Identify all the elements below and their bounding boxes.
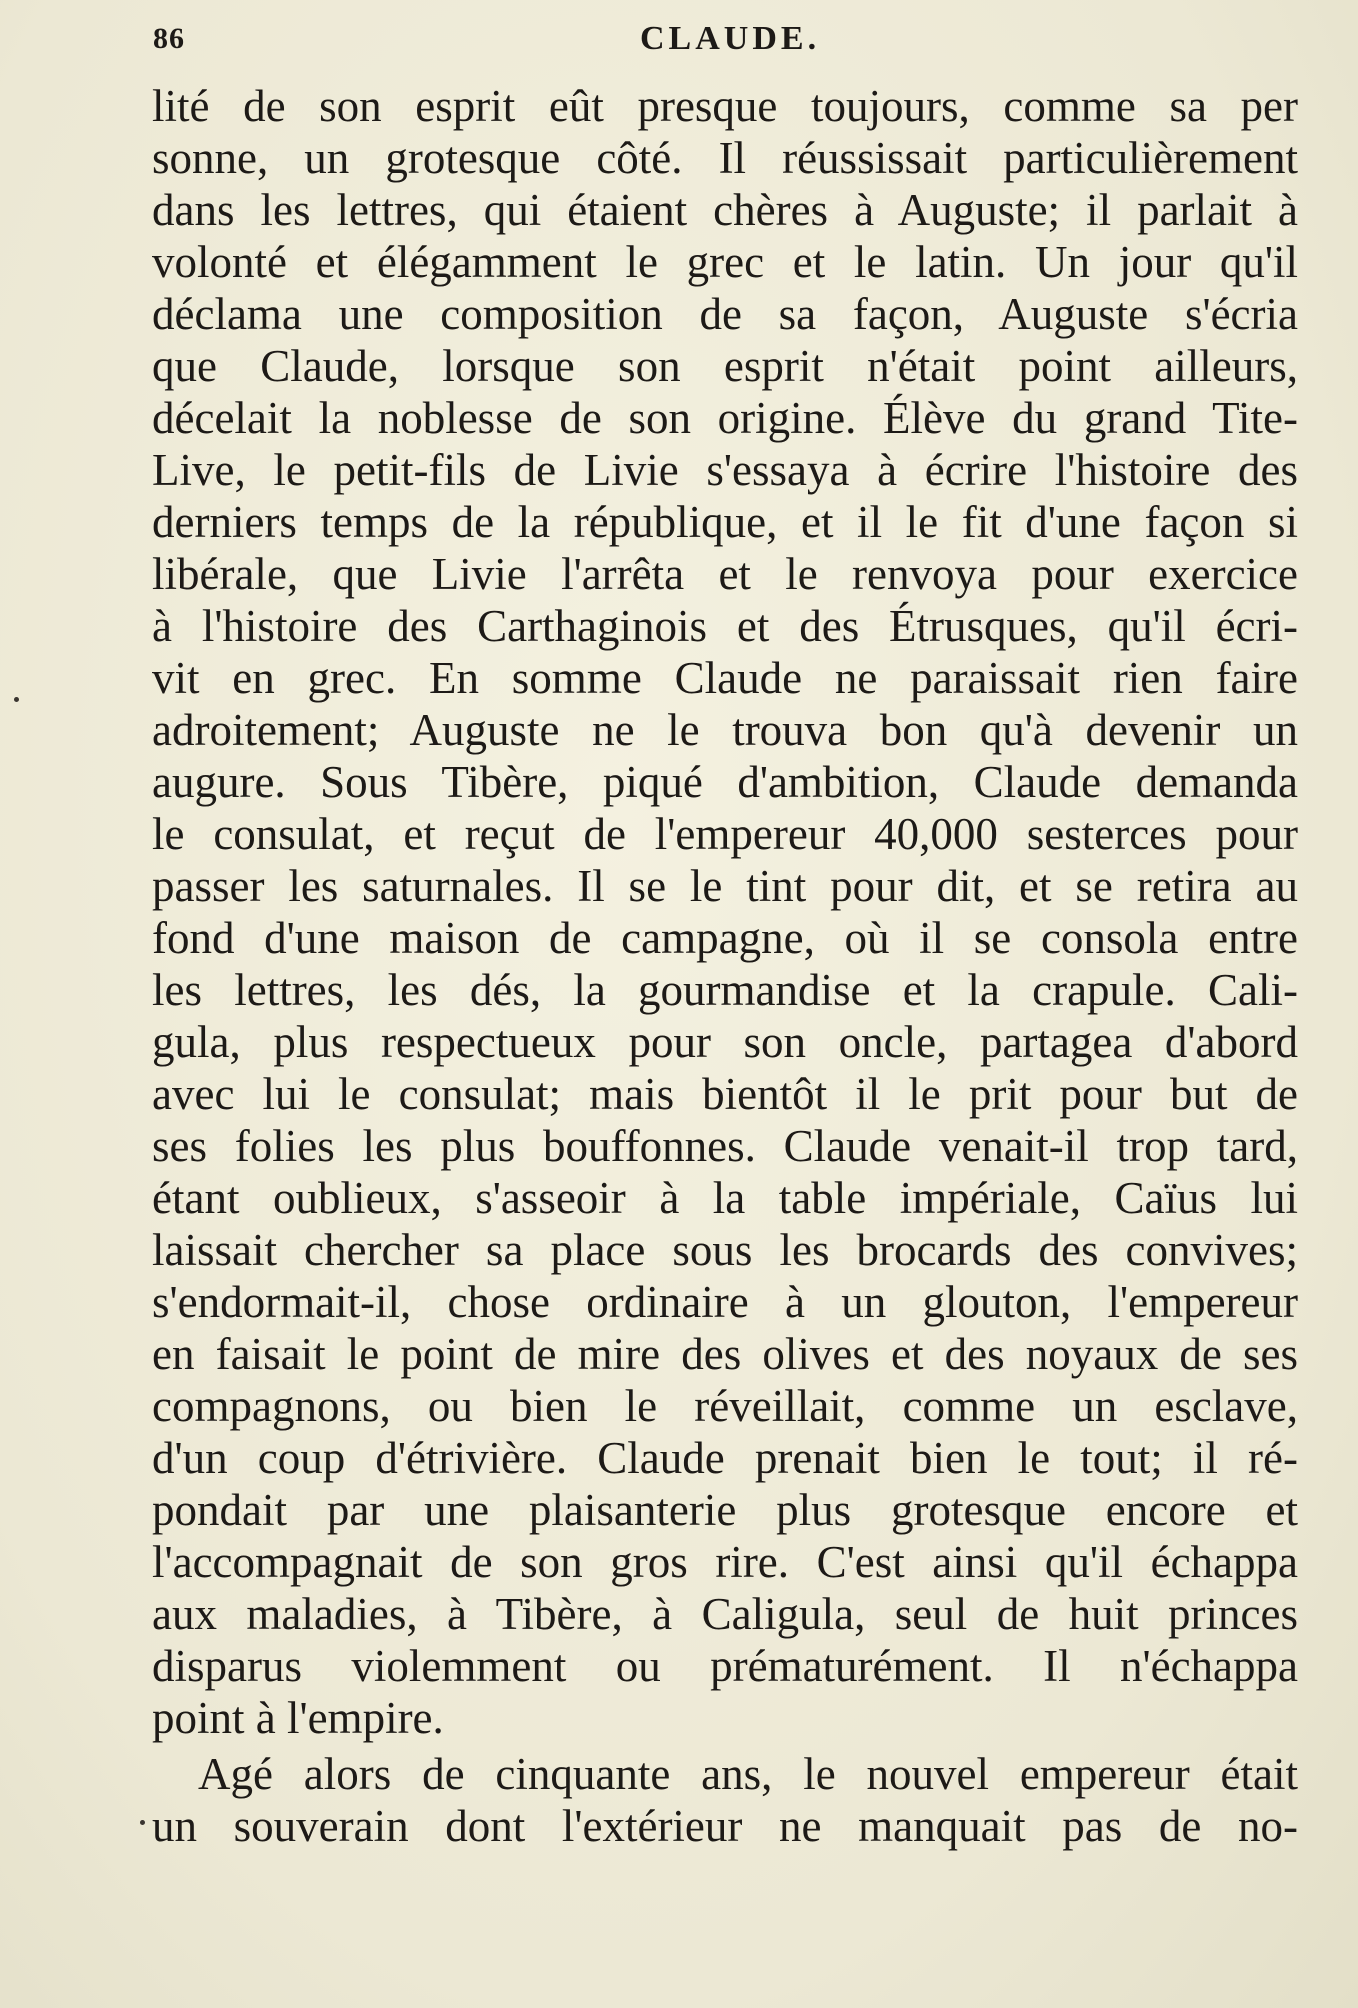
text-line: vit en grec. En somme Claude ne paraissait rien faire xyxy=(152,653,1298,703)
text-line: pondait par une plaisanterie plus grotesque encore et xyxy=(152,1485,1298,1535)
text-line: dans les lettres, qui étaient chères à Auguste; il parlait à xyxy=(152,185,1298,235)
text-line: sonne, un grotesque côté. Il réussissait particulièrement xyxy=(152,133,1298,183)
text-line: volonté et élégamment le grec et le latin. Un jour qu'il xyxy=(152,237,1298,287)
body-text xyxy=(152,80,1298,1852)
running-title: CLAUDE. xyxy=(640,20,821,57)
text-line: compagnons, ou bien le réveillait, comme un esclave, xyxy=(152,1381,1298,1431)
text-line: adroitement; Auguste ne le trouva bon qu'à devenir un xyxy=(152,705,1298,755)
text-line: d'un coup d'étrivière. Claude prenait bien le tout; il ré- xyxy=(152,1433,1298,1483)
margin-speck xyxy=(140,1820,145,1825)
text-line: déclama une composition de sa façon, Auguste s'écria xyxy=(152,289,1298,339)
text-line: un souverain dont l'extérieur ne manquait pas de no- xyxy=(152,1801,1298,1851)
running-head xyxy=(153,14,821,74)
text-line: que Claude, lorsque son esprit n'était point ailleurs, xyxy=(152,341,1298,391)
text-line: lité de son esprit eût presque toujours, comme sa per xyxy=(152,81,1298,131)
margin-speck xyxy=(14,697,19,702)
text-line: en faisait le point de mire des olives et des noyaux de ses xyxy=(152,1329,1298,1379)
text-line: laissait chercher sa place sous les brocards des convives; xyxy=(152,1225,1298,1275)
text-line: libérale, que Livie l'arrêta et le renvoya pour exercice xyxy=(152,549,1298,599)
text-line: fond d'une maison de campagne, où il se consola entre xyxy=(152,913,1298,963)
text-line: décelait la noblesse de son origine. Élève du grand Tite- xyxy=(152,393,1298,443)
text-line: point à l'empire. xyxy=(152,1693,444,1743)
text-line: Live, le petit-fils de Livie s'essaya à écrire l'histoire des xyxy=(152,445,1298,495)
text-line: étant oublieux, s'asseoir à la table impériale, Caïus lui xyxy=(152,1173,1298,1223)
text-line: s'endormait-il, chose ordinaire à un glouton, l'empereur xyxy=(152,1277,1298,1327)
text-line: le consulat, et reçut de l'empereur 40,000 sesterces pour xyxy=(152,809,1298,859)
text-line: ses folies les plus bouffonnes. Claude venait-il trop tard, xyxy=(152,1121,1298,1171)
text-line: avec lui le consulat; mais bientôt il le prit pour but de xyxy=(152,1069,1298,1119)
text-line: derniers temps de la république, et il le fit d'une façon si xyxy=(152,497,1298,547)
text-line: gula, plus respectueux pour son oncle, partagea d'abord xyxy=(152,1017,1298,1067)
text-line: à l'histoire des Carthaginois et des Étrusques, qu'il écri- xyxy=(152,601,1298,651)
text-line: l'accompagnait de son gros rire. C'est ainsi qu'il échappa xyxy=(152,1537,1298,1587)
text-line: les lettres, les dés, la gourmandise et la crapule. Cali- xyxy=(152,965,1298,1015)
text-line: aux maladies, à Tibère, à Caligula, seul de huit princes xyxy=(152,1589,1298,1639)
page-number: 86 xyxy=(153,22,185,55)
text-line: augure. Sous Tibère, piqué d'ambition, Claude demanda xyxy=(152,757,1298,807)
paragraph-start-line: Agé alors de cinquante ans, le nouvel empereur était xyxy=(198,1749,1298,1799)
text-line: disparus violemment ou prématurément. Il n'échappa xyxy=(152,1641,1298,1691)
text-line: passer les saturnales. Il se le tint pour dit, et se retira au xyxy=(152,861,1298,911)
